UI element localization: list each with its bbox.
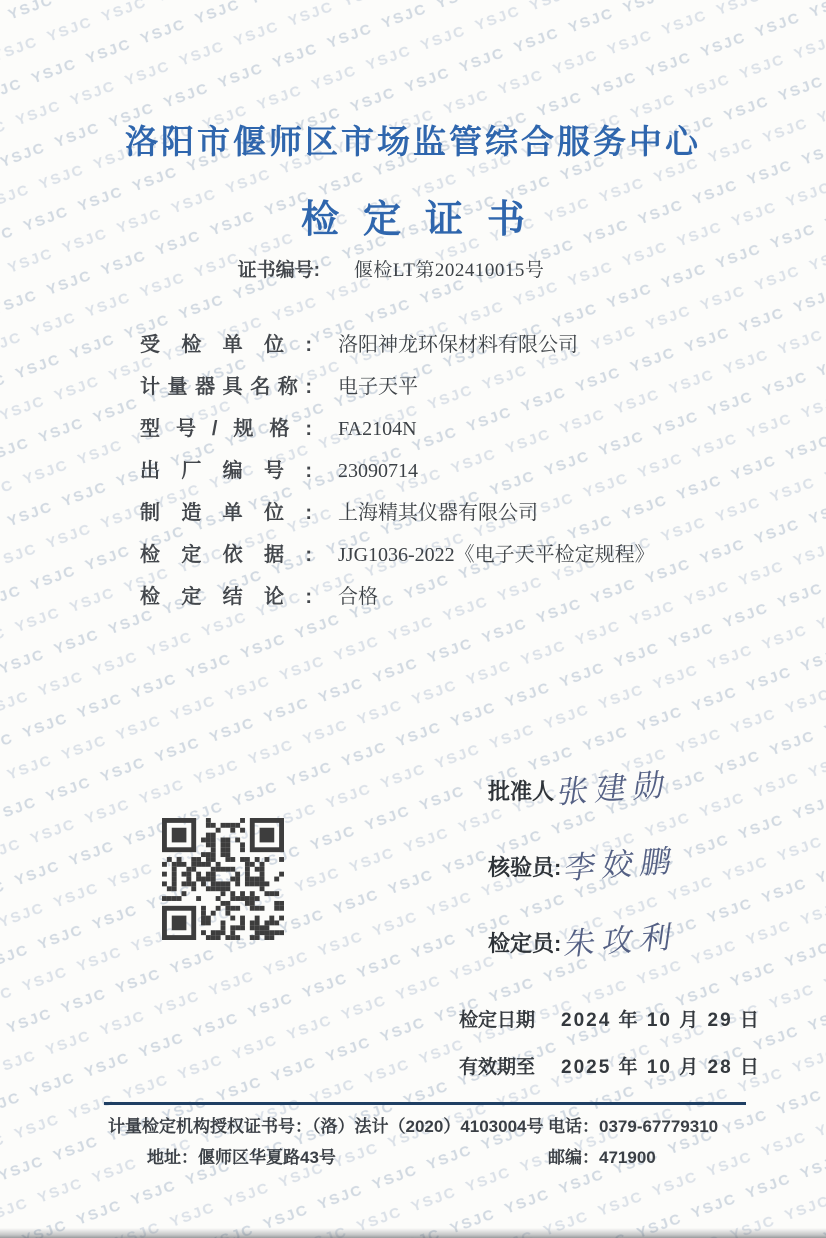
address-value: 偃师区华夏路43号 bbox=[198, 1148, 336, 1167]
field-value: 洛阳神龙环保材料有限公司 bbox=[338, 334, 578, 356]
inspector-row bbox=[488, 904, 682, 980]
field-label: 计量器具名称: bbox=[140, 376, 312, 398]
valid-until-value: 2025 年 10 月 28 日 bbox=[561, 1057, 761, 1078]
field-label: 检定依据: bbox=[140, 544, 312, 566]
phone-value: 0379-67779310 bbox=[599, 1117, 719, 1136]
approver-signature: 张建勋 bbox=[555, 766, 674, 810]
license-number-value: （洛）法计（2020）4103004号 bbox=[312, 1117, 544, 1136]
license-number-line bbox=[108, 1112, 544, 1137]
qr-finder-bottom-left bbox=[164, 908, 193, 937]
field-row-verification-basis bbox=[140, 541, 655, 569]
verification-date-value: 2024 年 10 月 29 日 bbox=[561, 1010, 761, 1031]
qr-finder-top-left bbox=[164, 820, 193, 849]
address-label: 地址： bbox=[147, 1148, 198, 1167]
field-value: 23090714 bbox=[338, 460, 418, 482]
certificate-number-label: 证书编号: bbox=[237, 260, 320, 281]
phone-line bbox=[548, 1112, 718, 1137]
verifier-label: 核验员: bbox=[488, 854, 562, 880]
field-row-serial-number bbox=[140, 457, 655, 485]
qr-code bbox=[162, 818, 284, 940]
footer-divider bbox=[104, 1102, 746, 1105]
field-label: 型号/规格: bbox=[140, 418, 312, 440]
valid-until-row bbox=[459, 1042, 761, 1089]
field-label: 检定结论: bbox=[140, 586, 312, 608]
field-label: 受检单位: bbox=[140, 334, 312, 356]
certificate-title: 检定证书 bbox=[300, 199, 549, 241]
inspector-signature: 朱攻利 bbox=[562, 918, 682, 962]
verification-date-label: 检定日期 bbox=[459, 1010, 536, 1031]
certificate-number-row bbox=[0, 255, 826, 282]
qr-finder-top-right bbox=[252, 820, 281, 849]
field-list bbox=[140, 331, 655, 625]
phone-label: 电话： bbox=[548, 1117, 599, 1136]
signature-block bbox=[488, 752, 682, 980]
address-line bbox=[147, 1143, 336, 1168]
field-value: 上海精其仪器有限公司 bbox=[338, 502, 538, 524]
date-block bbox=[459, 995, 761, 1089]
postcode-value: 471900 bbox=[599, 1148, 656, 1167]
scan-shadow bbox=[0, 1228, 826, 1238]
certificate-number-value: 偃检LT第202410015号 bbox=[353, 260, 545, 281]
license-number-label: 计量检定机构授权证书号： bbox=[108, 1117, 312, 1136]
field-row-manufacturer bbox=[140, 499, 655, 527]
field-row-inspected-unit bbox=[140, 331, 655, 359]
field-row-model-spec bbox=[140, 415, 655, 443]
verifier-row bbox=[488, 828, 682, 904]
field-row-verification-conclusion bbox=[140, 583, 655, 611]
verifier-signature: 李姣鹏 bbox=[562, 842, 682, 886]
postcode-line bbox=[548, 1143, 656, 1168]
field-value: FA2104N bbox=[338, 418, 417, 440]
org-title: 洛阳市偃师区市场监管综合服务中心 bbox=[125, 123, 701, 160]
inspector-label: 检定员: bbox=[488, 930, 562, 956]
approver-row bbox=[488, 752, 679, 828]
field-label: 制造单位: bbox=[140, 502, 312, 524]
field-value: 电子天平 bbox=[338, 376, 418, 398]
field-label: 出厂编号: bbox=[140, 460, 312, 482]
field-row-instrument-name bbox=[140, 373, 655, 401]
verification-date-row bbox=[459, 995, 761, 1042]
field-value: 合格 bbox=[338, 586, 378, 608]
postcode-label: 邮编： bbox=[548, 1148, 599, 1167]
valid-until-label: 有效期至 bbox=[459, 1057, 536, 1078]
field-value: JJG1036-2022《电子天平检定规程》 bbox=[338, 544, 655, 566]
approver-label: 批准人 bbox=[488, 778, 555, 804]
